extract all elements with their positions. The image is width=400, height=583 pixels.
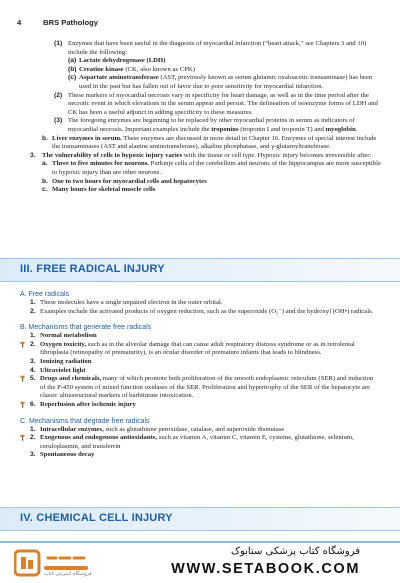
list-item (30, 152, 384, 161)
list-item-text: Ultraviolet light (40, 366, 86, 374)
section-content (20, 290, 384, 460)
list-item (20, 401, 384, 410)
list-item (54, 40, 384, 57)
paragraph: such as glutathione peroxidase, catalase, and superoxide dismutase (103, 425, 285, 433)
bold-term: Liver enzymes in serum. (52, 134, 122, 142)
shop-url[interactable]: WWW.SETABOOK.COM (171, 561, 360, 577)
paragraph: Purkinje cells of the cerebellum and neurons of the hippocampus are more susceptible to hypoxic injury than are other neurons. (52, 160, 381, 176)
item-number: 3. (30, 451, 36, 459)
list-item (30, 358, 384, 367)
item-number: a. (42, 160, 48, 168)
hammer-icon (20, 401, 30, 410)
section-title: IV. CHEMICAL CELL INJURY (20, 512, 173, 524)
list-item (20, 434, 384, 451)
item-number: 1. (30, 332, 36, 340)
paragraph: Examples include the activated products of oxygen reduction, such as the superoxide (O₂⁻) and the hydroxyl (OH•) radicals. (40, 307, 374, 315)
list-item (20, 341, 384, 358)
top-content (20, 40, 384, 195)
item-number: b. (42, 134, 48, 142)
list-item-text: (CK, also known as CPK) (123, 65, 195, 73)
item-number: 6. (30, 400, 36, 408)
list-item (42, 160, 384, 177)
list-item (30, 299, 384, 308)
list-item-text: Lactate dehydrogenase (LDH) (79, 57, 166, 65)
bold-term: myoglobin (325, 125, 356, 133)
punctuation: . (355, 125, 358, 133)
item-number: c. (42, 186, 48, 194)
section-header-bar (0, 258, 400, 282)
item-number: b. (42, 177, 48, 185)
subsection-heading: B. Mechanisms that generate free radicals (20, 324, 152, 332)
list-item (42, 135, 384, 152)
paragraph: The foregoing enzymes are beginning to be replaced by other myocardial proteins in serum as indicators of myocardial necrosis. Important examples include the (68, 117, 355, 133)
list-item (54, 117, 384, 134)
paragraph: such as in the alveolar damage that can cause adult respiratory distress syndrome or as in retrolental fibroplasia (retinopathy of prematurity), is an ocular disorder of premature infants that leads to blindness. (40, 340, 355, 357)
list-item-text: One to two hours for myocardial cells and hepatocytes (52, 177, 207, 185)
item-number: 2. (30, 307, 36, 315)
bold-term: The vulnerability of cells to hypoxic injury varies (42, 151, 183, 159)
list-item (30, 332, 384, 341)
bold-term: Intracellular enzymes, (40, 425, 104, 433)
hammer-icon (20, 434, 30, 451)
list-item (68, 66, 384, 75)
list-item (42, 178, 384, 187)
paragraph: with the tissue or cell type. Hypoxic injury becomes irreversible after: (182, 151, 372, 159)
item-number: 1. (30, 425, 36, 433)
paragraph: (troponin I and troponin T) and (238, 125, 326, 133)
shop-name: فروشگاه کتاب پزشکی ستابوک (231, 546, 360, 557)
list-item-text: Reperfusion after ischemic injury (40, 400, 136, 408)
list-item (54, 92, 384, 118)
bold-term: troponins (211, 125, 239, 133)
list-item (68, 74, 384, 91)
running-head (17, 18, 98, 27)
paragraph: These molecules have a single unpaired electron in the outer orbital. (40, 299, 223, 306)
bold-term: Three to five minutes for neurons. (52, 160, 149, 168)
list-item-text: Ionizing radiation (40, 357, 92, 365)
subsection-heading: C. Mechanisms that degrade free radicals (20, 417, 150, 425)
item-number: (c) (68, 74, 77, 82)
list-item-text: Spontaneous decay (40, 451, 95, 459)
item-number: 3. (30, 357, 36, 365)
list-item-text: Normal metabolism (40, 332, 97, 340)
hammer-icon (20, 375, 30, 401)
paragraph: These enzymes are discussed in more detail in Chapter 16. Enzymes of special interest include the transaminases (AST and alanine aminotransferase), alkaline phosphatase, and γ-glutamyltransferase. (52, 134, 377, 151)
bold-term: Oxygen toxicity, (40, 340, 87, 348)
paragraph: These markers of myocardial necrosis vary in specificity for heart damage, as well as in the time period after the necrotic event in which elevations in the serum appear and persist. The delineation of isoenzyme forms of LDH and CK has been a useful adjunct in adding specificity to these measures. (68, 91, 378, 116)
list-item (30, 308, 384, 317)
bold-term: Aspartate aminotransferase (79, 74, 159, 82)
list-item (42, 186, 384, 195)
item-number: (1) (54, 40, 63, 47)
divider (0, 541, 400, 543)
paragraph: many of which promote both proliferation of the smooth endoplasmic reticulum (SER) and induction of the P-450 system of mixed function oxidases of the SER. Proliferation and hypertrophy of the SER of the hepatocyte are classic ultrastructural markers of barbiturate intoxication. (40, 375, 374, 400)
list-item (30, 426, 384, 435)
item-number: (b) (68, 65, 77, 73)
subsection-heading: A. Free radicals (20, 291, 70, 298)
bold-term: Exogenous and endogenous antioxidants, (40, 434, 158, 442)
bold-term: Creatine kinase (79, 65, 124, 73)
item-number: (3) (54, 117, 63, 125)
list-item-text: Many hours for skeletal muscle cells (52, 186, 156, 194)
item-number: 5. (30, 375, 36, 383)
item-number: 3. (30, 151, 36, 159)
logo-caption: فروشگاه اینترنتی کتاب (44, 571, 92, 577)
item-number: 2. (30, 434, 36, 442)
paragraph: Enzymes that have been useful in the diagnosis of myocardial infarction (“heart attack,” see Chapters 3 and 10) include the following: (68, 40, 367, 56)
item-number: 2. (30, 340, 36, 348)
book-title: BRS Pathology (43, 18, 98, 27)
item-number: (2) (54, 91, 63, 99)
item-number: 4. (30, 366, 36, 374)
list-item (30, 451, 384, 460)
section-title: III. FREE RADICAL INJURY (20, 263, 165, 275)
item-number: (a) (68, 57, 77, 65)
list-item (30, 367, 384, 376)
paragraph: such as vitamin A, vitamin C, vitamin E, cysteine, glutathione, selenium, ceruloplasmin, and transferrin (40, 434, 354, 450)
page-number: 4 (17, 18, 22, 27)
list-item (20, 375, 384, 401)
bold-term: Drugs and chemicals, (40, 375, 102, 383)
list-item (68, 57, 384, 66)
hammer-icon (20, 341, 30, 358)
item-number: 1. (30, 299, 36, 306)
setabook-logo (14, 548, 96, 580)
section-header-bar (0, 507, 400, 531)
list-item-text: (AST, previously known as serum glutamic oxaloacetic transaminase) has been used in the past but has fallen out of favor due to poor sensitivity for myocardial infarction. (79, 74, 373, 90)
